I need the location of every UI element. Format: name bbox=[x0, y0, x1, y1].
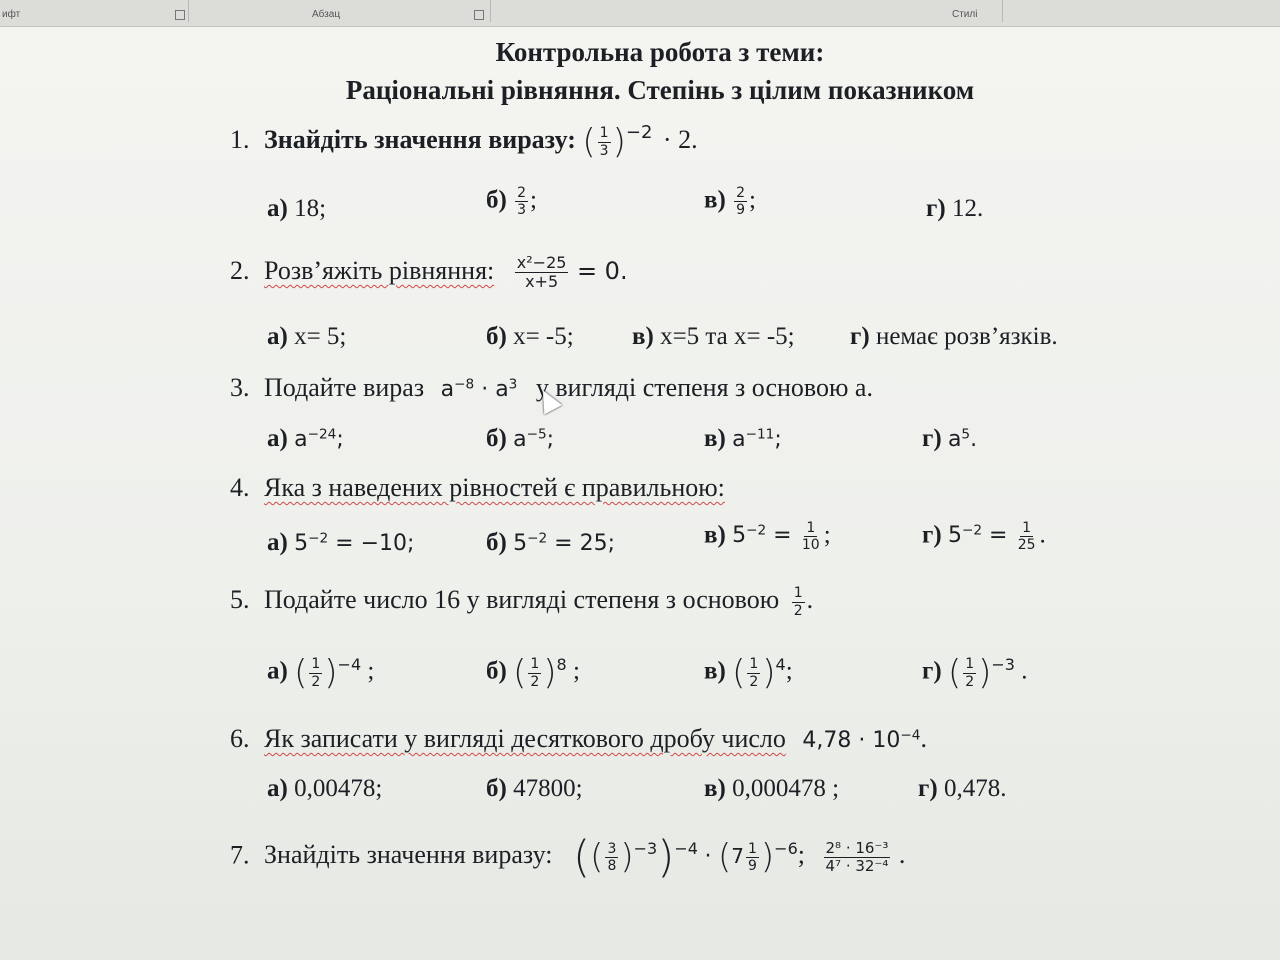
question-tail: . bbox=[920, 724, 927, 753]
option-3b: б) $a^{-5}$; bbox=[486, 425, 555, 452]
option-3c: в) $a^{-11}$; bbox=[704, 425, 782, 452]
page-title: Контрольна робота з теми: bbox=[495, 37, 825, 67]
option-1d: г) 12. bbox=[926, 195, 984, 222]
ribbon-separator bbox=[490, 0, 491, 22]
question-4 bbox=[230, 473, 725, 503]
paragraph-group-label: Абзац bbox=[312, 9, 341, 20]
expression: (( $\frac{3}{8}$ )$^{-3}$)$^{-4}$ · (7 $\frac{1}{9}$ )$^{-6}$; $\frac{\text{2⁸ · 16⁻³}}{\text{4⁷ · 32⁻⁴}}$ . bbox=[573, 832, 906, 883]
question-text: Як записати у вигляді десяткового дробу число bbox=[264, 724, 786, 753]
font-dialog-launcher-icon[interactable] bbox=[175, 10, 185, 20]
option-4d: г) $5^{-2}$ = $\frac{1}{25}$ . bbox=[922, 520, 1046, 554]
question-7 bbox=[230, 832, 905, 883]
question-number: 4. bbox=[230, 473, 250, 502]
expression: $4,78 \cdot 10^{-4}$ bbox=[802, 727, 921, 753]
styles-group-label: Стилі bbox=[952, 9, 978, 20]
option-3d: г) $a^5$. bbox=[922, 425, 978, 452]
option-5b: б) ( $\frac{1}{2}$ )$^8$ ; bbox=[486, 653, 580, 693]
option-2a: а) x= 5; bbox=[267, 323, 347, 350]
font-group-label: ифт bbox=[2, 9, 21, 20]
question-5 bbox=[230, 585, 813, 619]
question-number: 6. bbox=[230, 724, 250, 753]
question-text: Знайдіть значення виразу: bbox=[264, 124, 576, 154]
paragraph-dialog-launcher-icon[interactable] bbox=[474, 10, 484, 20]
expression: $a^{-8} \cdot a^3$ bbox=[440, 376, 518, 402]
option-5c: в) ( $\frac{1}{2}$ )$^4$; bbox=[704, 653, 793, 693]
option-5d: г) ( $\frac{1}{2}$ )$^{-3}$ . bbox=[922, 653, 1028, 693]
option-6d: г) 0,478. bbox=[918, 775, 1007, 802]
option-6c: в) 0,000478 ; bbox=[704, 775, 840, 802]
question-6 bbox=[230, 724, 927, 754]
question-text: Подайте число 16 у вигляді степеня з основою bbox=[264, 585, 780, 614]
question-number: 7. bbox=[230, 840, 250, 870]
document-page[interactable] bbox=[0, 27, 1280, 960]
question-2 bbox=[230, 254, 628, 292]
question-number: 2. bbox=[230, 255, 250, 285]
exponent: −2 bbox=[625, 122, 653, 144]
question-text: Подайте вираз bbox=[264, 373, 425, 402]
option-1a: а) 18; bbox=[267, 195, 327, 222]
ribbon-separator bbox=[188, 0, 189, 22]
word-ribbon bbox=[0, 0, 1280, 27]
fraction: $\frac{1}{2}$ bbox=[793, 585, 803, 619]
question-tail: . bbox=[806, 585, 814, 614]
equation-fraction: $\frac{\text{x²−25}}{x+5}$ bbox=[516, 253, 567, 292]
option-3a: а) $a^{-24}$; bbox=[267, 425, 344, 452]
question-text: Знайдіть значення виразу: bbox=[264, 840, 553, 870]
option-2d: г) немає розв’язків. bbox=[850, 323, 1058, 350]
expr-tail: · 2. bbox=[662, 124, 698, 154]
question-text: Яка з наведених рівностей є правильною: bbox=[264, 473, 725, 502]
option-5a: а) ( $\frac{1}{2}$ )$^{-4}$ ; bbox=[267, 653, 375, 693]
equation-tail: = 0. bbox=[576, 256, 628, 285]
ribbon-separator bbox=[1002, 0, 1003, 22]
question-tail: у вигляді степеня з основою а. bbox=[535, 373, 873, 402]
question-1 bbox=[230, 122, 698, 162]
option-1b: б) $\frac{2}{3}$ ; bbox=[486, 185, 537, 219]
question-number: 1. bbox=[230, 124, 250, 154]
option-1c: в) $\frac{2}{9}$ ; bbox=[704, 185, 756, 219]
option-6b: б) 47800; bbox=[486, 775, 583, 802]
option-4b: б) $5^{-2} = 25$; bbox=[486, 529, 616, 556]
option-2c: в) x=5 та x= -5; bbox=[632, 323, 795, 350]
question-number: 5. bbox=[230, 585, 250, 614]
question-text: Розв’яжіть рівняння: bbox=[264, 255, 495, 285]
page-subtitle: Раціональні рівняння. Степінь з цілим показником bbox=[345, 75, 975, 105]
option-2b: б) x= -5; bbox=[486, 323, 574, 350]
fraction: $\frac{1}{3}$ bbox=[599, 125, 609, 159]
paren-open: ( bbox=[582, 122, 596, 162]
option-4c: в) $5^{-2}$ = $\frac{1}{10}$ ; bbox=[704, 520, 831, 554]
paren-close: ) bbox=[612, 122, 626, 162]
question-number: 3. bbox=[230, 373, 250, 402]
option-4a: а) $5^{-2} = -10$; bbox=[267, 529, 415, 556]
option-6a: а) 0,00478; bbox=[267, 775, 383, 802]
